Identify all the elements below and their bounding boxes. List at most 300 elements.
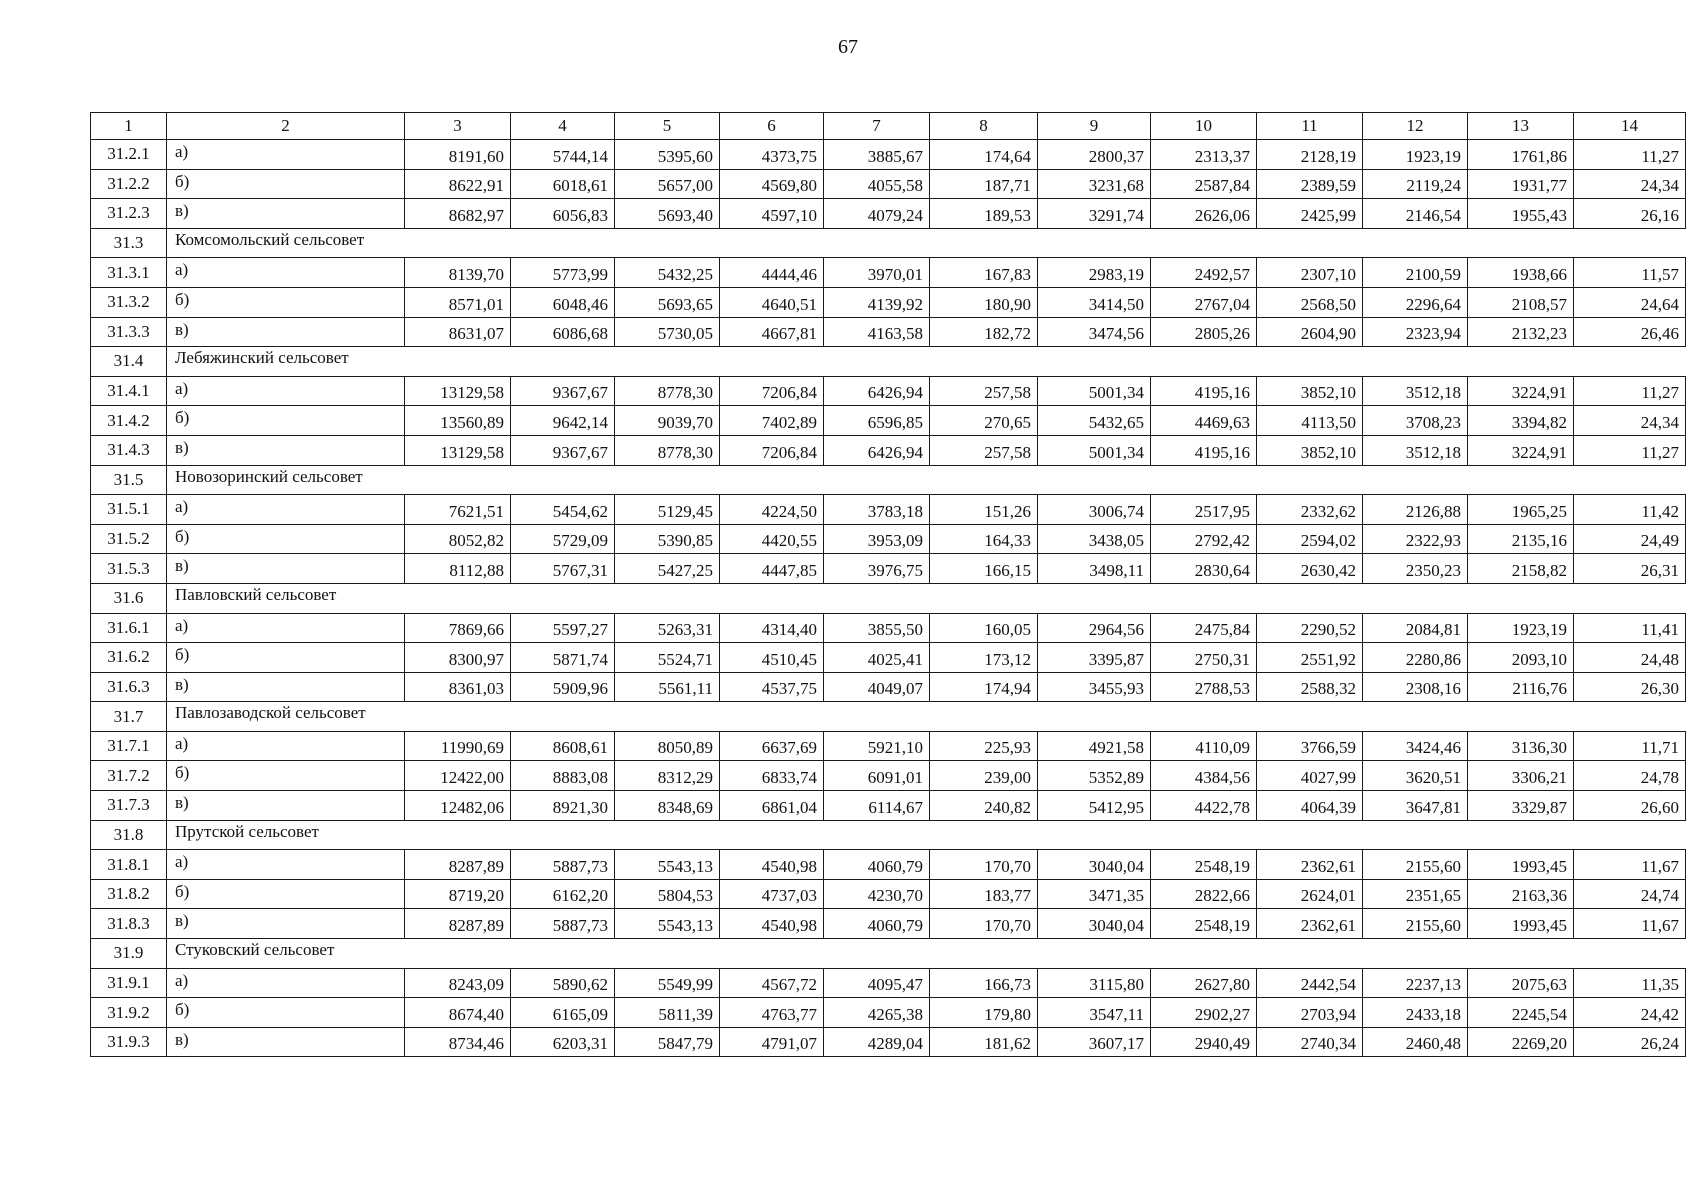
table-row — [91, 199, 1686, 229]
row-variant: б) — [167, 169, 405, 199]
table-row — [91, 376, 1686, 406]
value-cell: 240,82 — [930, 791, 1038, 821]
value-cell: 2351,65 — [1363, 879, 1468, 909]
table-row — [91, 998, 1686, 1028]
column-header: 11 — [1257, 113, 1363, 140]
row-number: 31.8.1 — [91, 850, 167, 880]
value-cell: 3291,74 — [1038, 199, 1151, 229]
value-cell: 4049,07 — [824, 672, 930, 702]
value-cell: 2624,01 — [1257, 879, 1363, 909]
group-name: Лебяжинский сельсовет — [167, 347, 1686, 377]
value-cell: 4921,58 — [1038, 731, 1151, 761]
value-cell: 257,58 — [930, 435, 1038, 465]
group-name: Комсомольский сельсовет — [167, 228, 1686, 258]
value-cell: 5767,31 — [511, 554, 615, 584]
value-cell: 5921,10 — [824, 731, 930, 761]
value-cell: 5811,39 — [615, 998, 720, 1028]
value-cell: 13129,58 — [405, 376, 511, 406]
value-cell: 4289,04 — [824, 1027, 930, 1057]
value-cell: 8778,30 — [615, 376, 720, 406]
row-variant: б) — [167, 524, 405, 554]
value-cell: 5524,71 — [615, 643, 720, 673]
row-number: 31.9.2 — [91, 998, 167, 1028]
value-cell: 8674,40 — [405, 998, 511, 1028]
table-row — [91, 643, 1686, 673]
value-cell: 11,35 — [1574, 968, 1686, 998]
column-header: 4 — [511, 113, 615, 140]
row-number: 31.3.2 — [91, 287, 167, 317]
row-variant: б) — [167, 406, 405, 436]
column-header: 7 — [824, 113, 930, 140]
table-row — [91, 672, 1686, 702]
page-number: 67 — [838, 36, 858, 58]
value-cell: 3547,11 — [1038, 998, 1151, 1028]
value-cell: 3512,18 — [1363, 435, 1468, 465]
value-cell: 2322,93 — [1363, 524, 1468, 554]
value-cell: 2237,13 — [1363, 968, 1468, 998]
value-cell: 4469,63 — [1151, 406, 1257, 436]
row-number: 31.5.2 — [91, 524, 167, 554]
value-cell: 3040,04 — [1038, 850, 1151, 880]
table-row — [91, 968, 1686, 998]
row-variant: б) — [167, 761, 405, 791]
table-row — [91, 850, 1686, 880]
value-cell: 6426,94 — [824, 435, 930, 465]
value-cell: 11,67 — [1574, 850, 1686, 880]
value-cell: 2767,04 — [1151, 287, 1257, 317]
value-cell: 5432,25 — [615, 258, 720, 288]
value-cell: 1993,45 — [1468, 850, 1574, 880]
value-cell: 3329,87 — [1468, 791, 1574, 821]
value-cell: 5412,95 — [1038, 791, 1151, 821]
table-row — [91, 879, 1686, 909]
value-cell: 3424,46 — [1363, 731, 1468, 761]
value-cell: 8883,08 — [511, 761, 615, 791]
value-cell: 5549,99 — [615, 968, 720, 998]
row-variant: в) — [167, 1027, 405, 1057]
group-row — [91, 347, 1686, 377]
value-cell: 13560,89 — [405, 406, 511, 436]
value-cell: 2460,48 — [1363, 1027, 1468, 1057]
row-number: 31.2.2 — [91, 169, 167, 199]
table-row — [91, 287, 1686, 317]
value-cell: 2132,23 — [1468, 317, 1574, 347]
value-cell: 2940,49 — [1151, 1027, 1257, 1057]
value-cell: 24,34 — [1574, 406, 1686, 436]
group-name: Стуковский сельсовет — [167, 939, 1686, 969]
group-number: 31.5 — [91, 465, 167, 495]
value-cell: 8191,60 — [405, 140, 511, 170]
row-variant: а) — [167, 731, 405, 761]
column-header: 5 — [615, 113, 720, 140]
value-cell: 4079,24 — [824, 199, 930, 229]
value-cell: 4510,45 — [720, 643, 824, 673]
column-header: 10 — [1151, 113, 1257, 140]
value-cell: 26,60 — [1574, 791, 1686, 821]
value-cell: 2475,84 — [1151, 613, 1257, 643]
value-cell: 7402,89 — [720, 406, 824, 436]
value-cell: 4447,85 — [720, 554, 824, 584]
value-cell: 1938,66 — [1468, 258, 1574, 288]
row-number: 31.3.3 — [91, 317, 167, 347]
value-cell: 9367,67 — [511, 435, 615, 465]
group-name: Новозоринский сельсовет — [167, 465, 1686, 495]
value-cell: 3471,35 — [1038, 879, 1151, 909]
value-cell: 2588,32 — [1257, 672, 1363, 702]
row-number: 31.7.2 — [91, 761, 167, 791]
value-cell: 8287,89 — [405, 850, 511, 880]
value-cell: 3474,56 — [1038, 317, 1151, 347]
value-cell: 24,42 — [1574, 998, 1686, 1028]
value-cell: 174,94 — [930, 672, 1038, 702]
value-cell: 4195,16 — [1151, 376, 1257, 406]
group-name: Павловский сельсовет — [167, 583, 1686, 613]
value-cell: 2983,19 — [1038, 258, 1151, 288]
column-header: 3 — [405, 113, 511, 140]
value-cell: 3498,11 — [1038, 554, 1151, 584]
value-cell: 4763,77 — [720, 998, 824, 1028]
value-cell: 183,77 — [930, 879, 1038, 909]
value-cell: 3438,05 — [1038, 524, 1151, 554]
value-cell: 8112,88 — [405, 554, 511, 584]
row-number: 31.9.1 — [91, 968, 167, 998]
row-number: 31.2.3 — [91, 199, 167, 229]
table-row — [91, 761, 1686, 791]
value-cell: 2517,95 — [1151, 495, 1257, 525]
value-cell: 4110,09 — [1151, 731, 1257, 761]
value-cell: 5390,85 — [615, 524, 720, 554]
value-cell: 4422,78 — [1151, 791, 1257, 821]
column-header: 12 — [1363, 113, 1468, 140]
value-cell: 4314,40 — [720, 613, 824, 643]
value-cell: 8287,89 — [405, 909, 511, 939]
value-cell: 2163,36 — [1468, 879, 1574, 909]
table-row — [91, 554, 1686, 584]
value-cell: 8348,69 — [615, 791, 720, 821]
value-cell: 3395,87 — [1038, 643, 1151, 673]
row-variant: б) — [167, 879, 405, 909]
value-cell: 4737,03 — [720, 879, 824, 909]
value-cell: 2075,63 — [1468, 968, 1574, 998]
value-cell: 2630,42 — [1257, 554, 1363, 584]
value-cell: 5263,31 — [615, 613, 720, 643]
value-cell: 2158,82 — [1468, 554, 1574, 584]
value-cell: 1965,25 — [1468, 495, 1574, 525]
row-variant: а) — [167, 495, 405, 525]
value-cell: 2750,31 — [1151, 643, 1257, 673]
value-cell: 2119,24 — [1363, 169, 1468, 199]
value-cell: 179,80 — [930, 998, 1038, 1028]
row-variant: в) — [167, 554, 405, 584]
value-cell: 11,27 — [1574, 376, 1686, 406]
value-cell: 5001,34 — [1038, 435, 1151, 465]
value-cell: 2307,10 — [1257, 258, 1363, 288]
column-header: 13 — [1468, 113, 1574, 140]
value-cell: 5561,11 — [615, 672, 720, 702]
row-variant: а) — [167, 968, 405, 998]
row-number: 31.2.1 — [91, 140, 167, 170]
value-cell: 164,33 — [930, 524, 1038, 554]
table-row — [91, 495, 1686, 525]
row-variant: а) — [167, 613, 405, 643]
group-row — [91, 702, 1686, 732]
row-number: 31.6.2 — [91, 643, 167, 673]
value-cell: 8052,82 — [405, 524, 511, 554]
value-cell: 2155,60 — [1363, 850, 1468, 880]
row-number: 31.6.3 — [91, 672, 167, 702]
value-cell: 2703,94 — [1257, 998, 1363, 1028]
value-cell: 5804,53 — [615, 879, 720, 909]
value-cell: 3976,75 — [824, 554, 930, 584]
value-cell: 180,90 — [930, 287, 1038, 317]
value-cell: 3136,30 — [1468, 731, 1574, 761]
value-cell: 11,41 — [1574, 613, 1686, 643]
group-row — [91, 228, 1686, 258]
group-number: 31.4 — [91, 347, 167, 377]
value-cell: 5729,09 — [511, 524, 615, 554]
value-cell: 6114,67 — [824, 791, 930, 821]
table-row — [91, 317, 1686, 347]
value-cell: 5543,13 — [615, 850, 720, 880]
value-cell: 8682,97 — [405, 199, 511, 229]
table-row — [91, 435, 1686, 465]
value-cell: 3040,04 — [1038, 909, 1151, 939]
value-cell: 6018,61 — [511, 169, 615, 199]
row-variant: в) — [167, 791, 405, 821]
row-variant: в) — [167, 909, 405, 939]
row-variant: а) — [167, 140, 405, 170]
value-cell: 2805,26 — [1151, 317, 1257, 347]
value-cell: 5597,27 — [511, 613, 615, 643]
value-cell: 4540,98 — [720, 909, 824, 939]
row-number: 31.5.1 — [91, 495, 167, 525]
value-cell: 26,46 — [1574, 317, 1686, 347]
value-cell: 24,78 — [1574, 761, 1686, 791]
tariff-table — [90, 112, 1686, 1057]
value-cell: 24,48 — [1574, 643, 1686, 673]
value-cell: 1993,45 — [1468, 909, 1574, 939]
value-cell: 2146,54 — [1363, 199, 1468, 229]
value-cell: 4420,55 — [720, 524, 824, 554]
value-cell: 4064,39 — [1257, 791, 1363, 821]
value-cell: 5871,74 — [511, 643, 615, 673]
value-cell: 4444,46 — [720, 258, 824, 288]
value-cell: 7869,66 — [405, 613, 511, 643]
value-cell: 24,74 — [1574, 879, 1686, 909]
value-cell: 2280,86 — [1363, 643, 1468, 673]
value-cell: 6091,01 — [824, 761, 930, 791]
value-cell: 11,27 — [1574, 140, 1686, 170]
value-cell: 12422,00 — [405, 761, 511, 791]
table-row — [91, 524, 1686, 554]
table-row — [91, 1027, 1686, 1057]
row-variant: а) — [167, 258, 405, 288]
value-cell: 2100,59 — [1363, 258, 1468, 288]
value-cell: 2425,99 — [1257, 199, 1363, 229]
value-cell: 8300,97 — [405, 643, 511, 673]
value-cell: 2492,57 — [1151, 258, 1257, 288]
value-cell: 6833,74 — [720, 761, 824, 791]
value-cell: 167,83 — [930, 258, 1038, 288]
value-cell: 5129,45 — [615, 495, 720, 525]
table-row — [91, 613, 1686, 643]
table-row — [91, 406, 1686, 436]
value-cell: 3953,09 — [824, 524, 930, 554]
value-cell: 2822,66 — [1151, 879, 1257, 909]
value-cell: 5730,05 — [615, 317, 720, 347]
value-cell: 5773,99 — [511, 258, 615, 288]
value-cell: 2740,34 — [1257, 1027, 1363, 1057]
value-cell: 5847,79 — [615, 1027, 720, 1057]
value-cell: 257,58 — [930, 376, 1038, 406]
row-variant: в) — [167, 672, 405, 702]
value-cell: 8312,29 — [615, 761, 720, 791]
value-cell: 4597,10 — [720, 199, 824, 229]
value-cell: 3708,23 — [1363, 406, 1468, 436]
value-cell: 11,67 — [1574, 909, 1686, 939]
value-cell: 151,26 — [930, 495, 1038, 525]
value-cell: 1923,19 — [1468, 613, 1574, 643]
value-cell: 5693,40 — [615, 199, 720, 229]
value-cell: 24,34 — [1574, 169, 1686, 199]
value-cell: 2830,64 — [1151, 554, 1257, 584]
value-cell: 2308,16 — [1363, 672, 1468, 702]
row-variant: б) — [167, 287, 405, 317]
row-variant: в) — [167, 199, 405, 229]
value-cell: 166,15 — [930, 554, 1038, 584]
value-cell: 7206,84 — [720, 435, 824, 465]
value-cell: 4667,81 — [720, 317, 824, 347]
value-cell: 2108,57 — [1468, 287, 1574, 317]
value-cell: 4540,98 — [720, 850, 824, 880]
value-cell: 7206,84 — [720, 376, 824, 406]
value-cell: 4384,56 — [1151, 761, 1257, 791]
value-cell: 4569,80 — [720, 169, 824, 199]
group-number: 31.9 — [91, 939, 167, 969]
row-number: 31.7.3 — [91, 791, 167, 821]
value-cell: 2587,84 — [1151, 169, 1257, 199]
value-cell: 11,71 — [1574, 731, 1686, 761]
value-cell: 8622,91 — [405, 169, 511, 199]
value-cell: 3766,59 — [1257, 731, 1363, 761]
value-cell: 2964,56 — [1038, 613, 1151, 643]
value-cell: 6426,94 — [824, 376, 930, 406]
value-cell: 2548,19 — [1151, 850, 1257, 880]
value-cell: 7621,51 — [405, 495, 511, 525]
value-cell: 225,93 — [930, 731, 1038, 761]
value-cell: 2792,42 — [1151, 524, 1257, 554]
column-header: 2 — [167, 113, 405, 140]
value-cell: 3414,50 — [1038, 287, 1151, 317]
value-cell: 4060,79 — [824, 850, 930, 880]
value-cell: 5427,25 — [615, 554, 720, 584]
row-variant: а) — [167, 850, 405, 880]
value-cell: 2135,16 — [1468, 524, 1574, 554]
value-cell: 4224,50 — [720, 495, 824, 525]
value-cell: 4139,92 — [824, 287, 930, 317]
value-cell: 8921,30 — [511, 791, 615, 821]
value-cell: 4640,51 — [720, 287, 824, 317]
group-number: 31.7 — [91, 702, 167, 732]
value-cell: 2332,62 — [1257, 495, 1363, 525]
value-cell: 6162,20 — [511, 879, 615, 909]
row-number: 31.9.3 — [91, 1027, 167, 1057]
value-cell: 182,72 — [930, 317, 1038, 347]
value-cell: 9039,70 — [615, 406, 720, 436]
value-cell: 3647,81 — [1363, 791, 1468, 821]
value-cell: 2551,92 — [1257, 643, 1363, 673]
value-cell: 1761,86 — [1468, 140, 1574, 170]
value-cell: 170,70 — [930, 850, 1038, 880]
table-row — [91, 140, 1686, 170]
value-cell: 6086,68 — [511, 317, 615, 347]
value-cell: 6203,31 — [511, 1027, 615, 1057]
value-cell: 2902,27 — [1151, 998, 1257, 1028]
value-cell: 6596,85 — [824, 406, 930, 436]
value-cell: 5693,65 — [615, 287, 720, 317]
value-cell: 5395,60 — [615, 140, 720, 170]
value-cell: 2800,37 — [1038, 140, 1151, 170]
value-cell: 4265,38 — [824, 998, 930, 1028]
value-cell: 3970,01 — [824, 258, 930, 288]
value-cell: 4567,72 — [720, 968, 824, 998]
group-row — [91, 583, 1686, 613]
value-cell: 3852,10 — [1257, 435, 1363, 465]
group-number: 31.8 — [91, 820, 167, 850]
row-number: 31.5.3 — [91, 554, 167, 584]
table-row — [91, 909, 1686, 939]
value-cell: 8631,07 — [405, 317, 511, 347]
row-variant: б) — [167, 643, 405, 673]
value-cell: 2116,76 — [1468, 672, 1574, 702]
value-cell: 1931,77 — [1468, 169, 1574, 199]
group-row — [91, 939, 1686, 969]
row-number: 31.8.3 — [91, 909, 167, 939]
group-row — [91, 465, 1686, 495]
value-cell: 160,05 — [930, 613, 1038, 643]
value-cell: 1955,43 — [1468, 199, 1574, 229]
value-cell: 3607,17 — [1038, 1027, 1151, 1057]
value-cell: 2128,19 — [1257, 140, 1363, 170]
row-number: 31.8.2 — [91, 879, 167, 909]
value-cell: 4791,07 — [720, 1027, 824, 1057]
value-cell: 3783,18 — [824, 495, 930, 525]
row-number: 31.4.2 — [91, 406, 167, 436]
value-cell: 13129,58 — [405, 435, 511, 465]
value-cell: 5543,13 — [615, 909, 720, 939]
value-cell: 2323,94 — [1363, 317, 1468, 347]
row-number: 31.3.1 — [91, 258, 167, 288]
value-cell: 11,27 — [1574, 435, 1686, 465]
value-cell: 6048,46 — [511, 287, 615, 317]
table-row — [91, 731, 1686, 761]
value-cell: 4095,47 — [824, 968, 930, 998]
value-cell: 24,49 — [1574, 524, 1686, 554]
value-cell: 2093,10 — [1468, 643, 1574, 673]
row-number: 31.4.1 — [91, 376, 167, 406]
value-cell: 26,16 — [1574, 199, 1686, 229]
value-cell: 3455,93 — [1038, 672, 1151, 702]
value-cell: 2627,80 — [1151, 968, 1257, 998]
table-row — [91, 791, 1686, 821]
value-cell: 3394,82 — [1468, 406, 1574, 436]
value-cell: 4025,41 — [824, 643, 930, 673]
column-header: 1 — [91, 113, 167, 140]
row-variant: в) — [167, 317, 405, 347]
value-cell: 2604,90 — [1257, 317, 1363, 347]
value-cell: 2442,54 — [1257, 968, 1363, 998]
value-cell: 5352,89 — [1038, 761, 1151, 791]
